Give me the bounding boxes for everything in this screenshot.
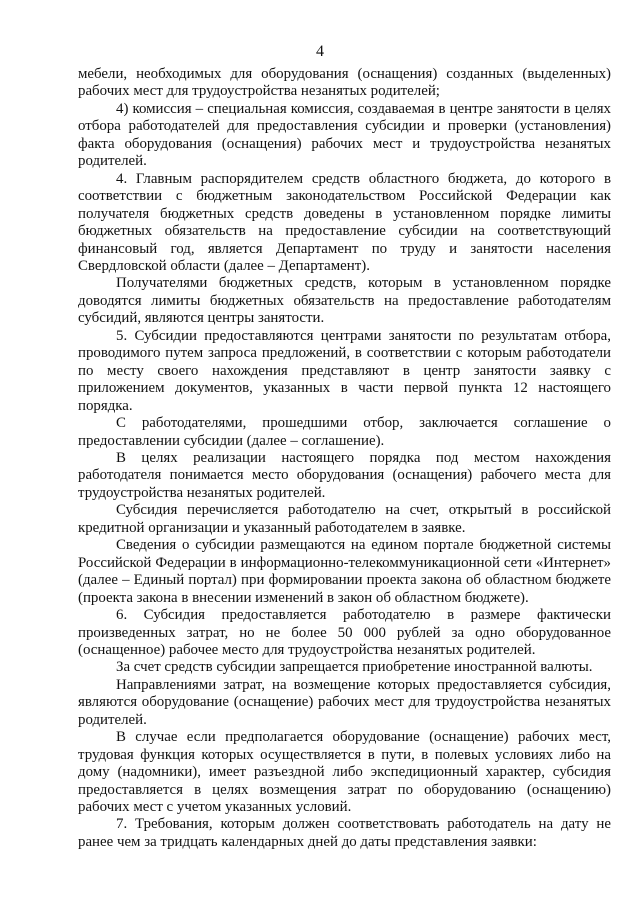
- paragraph: С работодателями, прошедшими отбор, заключается соглашение о предоставлении субсидии (далее – соглашение).: [78, 415, 611, 449]
- page-number: 4: [316, 43, 324, 60]
- paragraph: 4. Главным распорядителем средств областного бюджета, до которого в соответствии с бюджетным законодательством Российской Федерации как получателя бюджетных средств доведены в установленном порядке лимиты бюджетных обязательств на предоставление субсидии на соответствующий финансовый год, является Департамент по труду и занятости населения Свердловской области (далее – Департамент).: [78, 170, 611, 274]
- paragraph: 7. Требования, которым должен соответствовать работодатель на дату не ранее чем за тридцать календарных дней до даты представления заявки:: [78, 816, 611, 850]
- document-body: [78, 66, 611, 851]
- paragraph: 6. Субсидия предоставляется работодателю в размере фактически произведенных затрат, но не более 50 000 рублей за одно оборудованное (оснащенное) рабочее место для трудоустройства незанятых родителей.: [78, 607, 611, 658]
- paragraph: 5. Субсидии предоставляются центрами занятости по результатам отбора, проводимого путем запроса предложений, в соответствии с которым работодатели по месту своего нахождения представляют в центр занятости заявку с приложением документов, указанных в части первой пункта 12 настоящего порядка.: [78, 327, 611, 414]
- paragraph: мебели, необходимых для оборудования (оснащения) созданных (выделенных) рабочих мест для трудоустройства незанятых родителей;: [78, 66, 611, 100]
- paragraph: Направлениями затрат, на возмещение которых предоставляется субсидия, являются оборудование (оснащение) рабочих мест для трудоустройства незанятых родителей.: [78, 676, 611, 728]
- paragraph: Субсидия перечисляется работодателю на счет, открытый в российской кредитной организации и указанный работодателем в заявке.: [78, 502, 611, 536]
- paragraph: В случае если предполагается оборудование (оснащение) рабочих мест, трудовая функция которых осуществляется в пути, в полевых условиях либо на дому (надомники), имеет разъездной либо экспедиционный характер, субсидия предоставляется в целях возмещения затрат по оборудованию (оснащению) рабочих мест с учетом указанных условий.: [78, 729, 611, 816]
- paragraph: Сведения о субсидии размещаются на едином портале бюджетной системы Российской Федерации в информационно-телекоммуникационной сети «Интернет» (далее – Единый портал) при формировании проекта закона об областном бюджете (проекта закона в внесении изменений в закон об областном бюджете).: [78, 537, 611, 606]
- paragraph: За счет средств субсидии запрещается приобретение иностранной валюты.: [116, 659, 593, 676]
- paragraph: Получателями бюджетных средств, которым в установленном порядке доводятся лимиты бюджетных обязательств на предоставление работодателям субсидий, являются центры занятости.: [78, 275, 611, 327]
- paragraph: В целях реализации настоящего порядка под местом нахождения работодателя понимается место оборудования (оснащения) рабочего места для трудоустройства незанятых родителей.: [78, 449, 611, 501]
- paragraph: 4) комиссия – специальная комиссия, создаваемая в центре занятости в целях отбора работодателей для предоставления субсидии и проверки (установления) факта оборудования (оснащения) рабочих мест и трудоустройства незанятых родителей.: [78, 100, 611, 170]
